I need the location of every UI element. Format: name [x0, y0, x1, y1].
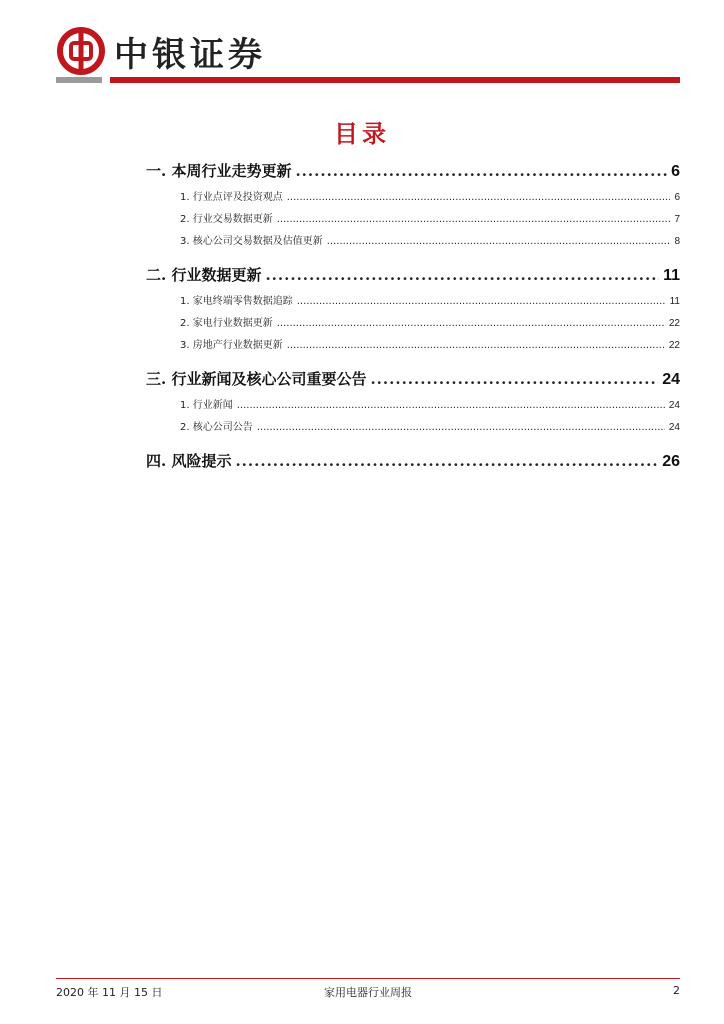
toc-item-label: 2. 家电行业数据更新 — [180, 318, 273, 329]
toc-page-number: 6 — [671, 163, 680, 180]
toc-item-label: 1. 行业点评及投资观点 — [180, 192, 283, 203]
toc-page-number: 11 — [669, 296, 680, 307]
toc-leader-dots — [235, 452, 658, 470]
footer-rule — [56, 978, 680, 979]
toc-section-label: 二. 行业数据更新 — [146, 266, 262, 284]
toc-leader-dots — [297, 296, 666, 307]
toc-item-2-2[interactable] — [146, 314, 680, 336]
toc-leader-dots — [257, 422, 665, 433]
toc-item-label: 2. 核心公司公告 — [180, 422, 253, 433]
toc-leader-dots — [287, 192, 671, 203]
header-rule-red — [110, 77, 680, 83]
toc-leader-dots — [370, 370, 658, 388]
bank-of-china-logo-icon — [56, 26, 106, 76]
toc-page-number: 8 — [674, 236, 680, 247]
brand-name: 中银证券 — [114, 34, 266, 75]
toc-item-label: 1. 行业新闻 — [180, 400, 233, 411]
toc-page-number: 7 — [674, 214, 680, 225]
toc-leader-dots — [237, 400, 665, 411]
toc-page-number: 26 — [662, 453, 680, 470]
toc-page-number: 24 — [662, 371, 680, 388]
footer-page-number: 2 — [673, 984, 680, 997]
toc-section-3[interactable] — [146, 368, 680, 396]
toc-section-1[interactable] — [146, 160, 680, 188]
toc-page-number: 24 — [668, 400, 680, 411]
toc-leader-dots — [295, 162, 667, 180]
table-of-contents — [146, 160, 680, 478]
brand-logo — [56, 26, 266, 76]
toc-item-3-2[interactable] — [146, 418, 680, 440]
footer-report-name: 家用电器行业周报 — [324, 986, 412, 999]
toc-leader-dots — [327, 236, 671, 247]
toc-item-label: 1. 家电终端零售数据追踪 — [180, 296, 293, 307]
toc-item-label: 3. 核心公司交易数据及估值更新 — [180, 236, 323, 247]
toc-leader-dots — [287, 340, 665, 351]
toc-section-label: 一. 本周行业走势更新 — [146, 162, 292, 180]
toc-item-2-3[interactable] — [146, 336, 680, 358]
footer-date: 2020 年 11 月 15 日 — [56, 986, 163, 999]
toc-item-1-2[interactable] — [146, 210, 680, 232]
toc-section-label: 三. 行业新闻及核心公司重要公告 — [146, 370, 367, 388]
toc-leader-dots — [277, 214, 671, 225]
toc-page-number: 22 — [668, 318, 680, 329]
toc-item-1-3[interactable] — [146, 232, 680, 254]
toc-item-label: 3. 房地产行业数据更新 — [180, 340, 283, 351]
toc-page-number: 11 — [663, 267, 680, 284]
toc-leader-dots — [265, 266, 659, 284]
toc-section-label: 四. 风险提示 — [146, 452, 232, 470]
header-rule-gray — [56, 77, 102, 83]
toc-leader-dots — [277, 318, 665, 329]
toc-item-2-1[interactable] — [146, 292, 680, 314]
toc-title: 目录 — [334, 119, 390, 148]
toc-page-number: 6 — [674, 192, 680, 203]
page-footer — [56, 984, 680, 1000]
toc-section-4[interactable] — [146, 450, 680, 478]
page-header — [56, 26, 680, 86]
toc-item-label: 2. 行业交易数据更新 — [180, 214, 273, 225]
toc-item-1-1[interactable] — [146, 188, 680, 210]
toc-page-number: 24 — [668, 422, 680, 433]
toc-section-2[interactable] — [146, 264, 680, 292]
toc-item-3-1[interactable] — [146, 396, 680, 418]
toc-page-number: 22 — [668, 340, 680, 351]
